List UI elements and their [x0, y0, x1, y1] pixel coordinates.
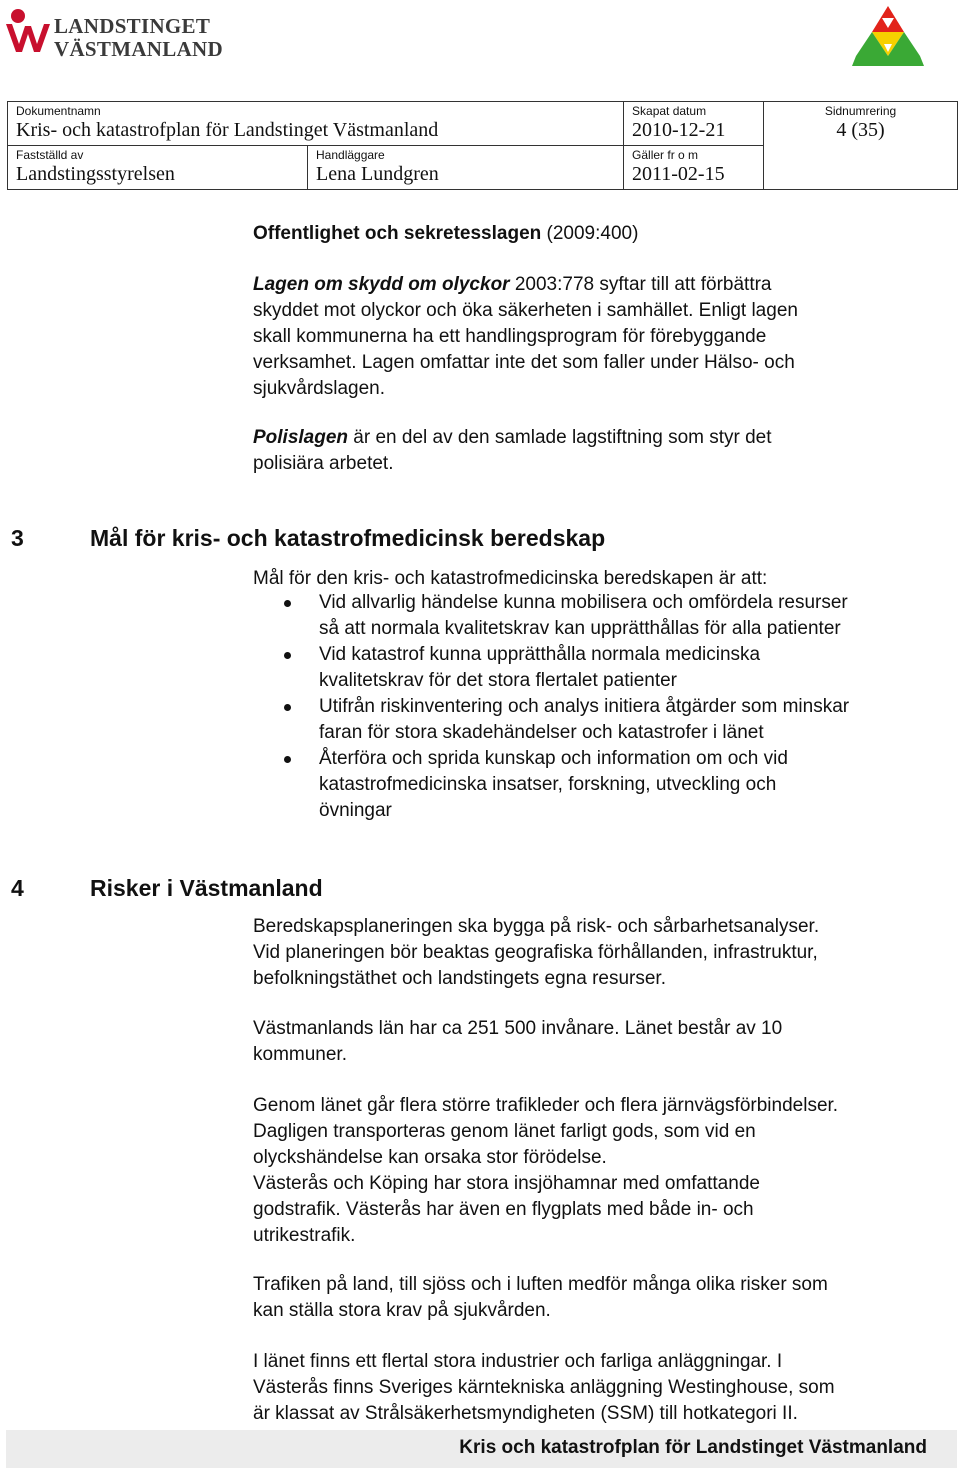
doc-name-value: Kris- och katastrofplan för Landstinget Västmanland [16, 119, 439, 141]
s4-p1-line3: befolkningstäthet och landstingets egna resurser. [253, 968, 666, 989]
page-footer [6, 1430, 957, 1468]
bullet-icon [284, 600, 291, 607]
logo-text-line1: LANDSTINGET [54, 14, 211, 38]
valid-from-value: 2011-02-15 [632, 163, 725, 185]
logo-text-line2: VÄSTMANLAND [54, 37, 223, 61]
lso-title: Lagen om skydd om olyckor [253, 274, 510, 295]
list-item [253, 694, 953, 746]
triangle-logo-icon [848, 4, 928, 70]
section-3-intro: Mål för den kris- och katastrofmedicinska beredskapen är att: [253, 568, 768, 589]
handler-label: Handläggare [316, 148, 385, 162]
s4-p3-line3: olyckshändelse kan orsaka stor förödelse. [253, 1147, 607, 1168]
goal-2-line2: kvalitetskrav för det stora flertalet patienter [319, 670, 677, 691]
s4-p5-line2: Västerås finns Sveriges kärntekniska anläggning Westinghouse, som [253, 1377, 835, 1398]
s4-p3-line5: godstrafik. Västerås har även en flygplats med både in- och [253, 1199, 754, 1220]
document-header-table [7, 101, 958, 190]
page-number-label: Sidnumrering [824, 104, 897, 118]
s4-p5-line1: I länet finns ett flertal stora industrier och farliga anläggningar. I [253, 1351, 783, 1372]
offentlighet-paragraph [253, 221, 638, 247]
lso-paragraph [253, 272, 798, 402]
polislagen-line2: polisiära arbetet. [253, 453, 394, 474]
polislagen-paragraph [253, 425, 772, 477]
goal-4-line2: katastrofmedicinska insatser, forskning, utveckling och [319, 774, 777, 795]
landstinget-logo [4, 6, 223, 61]
list-item [253, 642, 953, 694]
section-4-paragraph-4 [253, 1272, 828, 1324]
handler-cell [308, 146, 624, 190]
section-4-paragraph-1 [253, 914, 819, 992]
goal-4-line1: Återföra och sprida kunskap och information om och vid [319, 748, 788, 769]
section-3-title: Mål för kris- och katastrofmedicinsk beredskap [90, 525, 606, 551]
section-4-heading [11, 873, 323, 903]
created-cell [624, 102, 764, 146]
goal-3-line2: faran för stora skadehändelser och katastrofer i länet [319, 722, 764, 743]
approved-by-cell [8, 146, 308, 190]
handler-value: Lena Lundgren [316, 163, 439, 185]
s4-p2-line2: kommuner. [253, 1044, 347, 1065]
section-4-paragraph-2 [253, 1016, 782, 1068]
bullet-icon [284, 652, 291, 659]
section-3-number: 3 [11, 525, 24, 551]
section-4-number: 4 [11, 875, 24, 901]
offentlighet-title: Offentlighet och sekretesslagen [253, 223, 542, 244]
approved-by-label: Fastställd av [16, 148, 84, 162]
list-item [253, 590, 953, 642]
created-value: 2010-12-21 [632, 119, 726, 141]
landstinget-emblem-icon [4, 6, 52, 58]
goal-1-line2: så att normala kvalitetskrav kan upprätthållas för alla patienter [319, 618, 841, 639]
section-4-paragraph-3 [253, 1093, 838, 1249]
s4-p3-line1: Genom länet går flera större trafikleder och flera järnvägsförbindelser. [253, 1095, 839, 1116]
goal-3-line1: Utifrån riskinventering och analys initiera åtgärder som minskar [319, 696, 850, 717]
valid-from-label: Gäller fr o m [632, 148, 699, 162]
lso-line2: skyddet mot olyckor och öka säkerheten i samhället. Enligt lagen [253, 300, 798, 321]
s4-p4-line2: kan ställa stora krav på sjukvården. [253, 1300, 551, 1321]
doc-name-cell [8, 102, 624, 146]
s4-p3-line4: Västerås och Köping har stora insjöhamnar med omfattande [253, 1173, 760, 1194]
bullet-icon [284, 756, 291, 763]
s4-p1-line2: Vid planeringen bör beaktas geografiska förhållanden, infrastruktur, [253, 942, 818, 963]
lso-line3: skall kommunerna ha ett handlingsprogram för förebyggande [253, 326, 767, 347]
page-number-value: 4 (35) [836, 119, 885, 141]
s4-p5-line3: är klassat av Strålsäkerhetsmyndigheten (SSM) till hotkategori II. [253, 1403, 798, 1424]
s4-p1-line1: Beredskapsplaneringen ska bygga på risk- och sårbarhetsanalyser. [253, 916, 820, 937]
polislagen-line1: är en del av den samlade lagstiftning som styr det [348, 427, 772, 448]
section-4-title: Risker i Västmanland [90, 875, 323, 901]
s4-p4-line1: Trafiken på land, till sjöss och i luften medför många olika risker som [253, 1274, 828, 1295]
lso-line4: verksamhet. Lagen omfattar inte det som faller under Hälso- och [253, 352, 795, 373]
goal-2-line1: Vid katastrof kunna upprätthålla normala medicinska [319, 644, 761, 665]
goal-4-line3: övningar [319, 800, 392, 821]
section-3-heading [11, 523, 605, 553]
section-4-paragraph-5 [253, 1349, 835, 1427]
s4-p3-line2: Dagligen transporteras genom länet farligt gods, som vid en [253, 1121, 756, 1142]
footer-text: Kris och katastrofplan för Landstinget Västmanland [459, 1437, 927, 1458]
created-label: Skapat datum [632, 104, 707, 118]
approved-by-value: Landstingsstyrelsen [16, 163, 175, 185]
lso-line1: 2003:778 syftar till att förbättra [509, 274, 772, 295]
doc-name-label: Dokumentnamn [16, 104, 101, 118]
goal-1-line1: Vid allvarlig händelse kunna mobilisera och omfördela resurser [319, 592, 848, 613]
s4-p2-line1: Västmanlands län har ca 251 500 invånare. Länet består av 10 [253, 1018, 783, 1039]
valid-from-cell [624, 146, 764, 190]
polislagen-title: Polislagen [253, 427, 349, 448]
lso-line5: sjukvårdslagen. [253, 378, 386, 399]
bullet-icon [284, 704, 291, 711]
s4-p3-line6: utrikestrafik. [253, 1225, 356, 1246]
page-number-cell [764, 102, 958, 190]
list-item [253, 746, 953, 824]
goals-list [253, 590, 953, 824]
offentlighet-ref: (2009:400) [541, 223, 639, 244]
